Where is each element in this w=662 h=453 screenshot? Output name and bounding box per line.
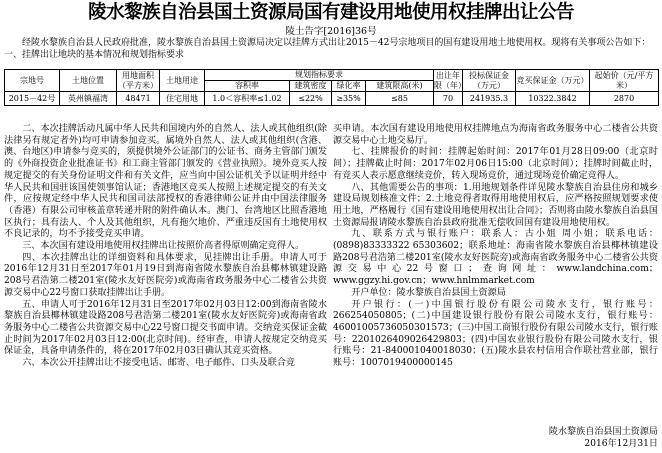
header-far: 容积率: [205, 81, 290, 92]
account-holder: 开户单位：陵水黎族自治县国土资源局: [351, 287, 506, 298]
intro-paragraph: [4, 38, 658, 61]
header-use: 土地用途: [160, 70, 205, 92]
cell-use: 住宅用地: [160, 92, 205, 106]
cell-green: ≥35%: [332, 92, 366, 106]
cell-parcel-no: 2015－42号: [5, 92, 60, 106]
header-planning-group: 规划指标要求: [205, 70, 434, 81]
header-area: 用地面积（平方米）: [118, 71, 158, 90]
cell-deposit: 241935.3: [463, 92, 516, 106]
signature-org: 陵水黎族自治县国土资源局: [548, 427, 658, 437]
header-location: 土地位置: [60, 70, 117, 92]
header-green: 绿化率: [332, 81, 366, 92]
document-number: 陵土告字[2016]36号: [285, 26, 377, 37]
signature-date: 2016年12月31日: [584, 439, 658, 449]
cell-start-price: 10322.3842: [516, 92, 590, 106]
cell-height: ≤85: [366, 92, 434, 106]
section-restrictions: 六、本次公开挂牌出让不接受电话、邮寄、电子邮件、口头及联合竞: [22, 358, 296, 369]
table-row: [5, 92, 659, 106]
cell-far: 1.0＜容积率≤1.02: [205, 92, 290, 106]
header-start-price: 竞买保证金（万元）: [516, 70, 590, 92]
left-column: [4, 124, 327, 450]
bank-accounts: 开户银行：(一)中国银行股份有限公司陵水支行，银行账号：266254050805；(二)中国建设银行股份有限公司陵水支行，银行账号：46001005736050301573；(三)中国工商银行股份有限公司陵水支行，银行账号：2201026409026429803；(四)中国农业银行股份有限公司陵水支行，银行账号：21-840001040018030；(五)陵水县农村信用合作联社营业部，银行账号：1007019400000145: [333, 299, 658, 369]
section-documents: 四、本次挂牌出让的详细资料和具体要求，见挂牌出让手册。申请人可于2016年12月31日至2017年01月19日到海南省陵水黎族自治县椰林镇建设路208号君浩第二楼201室(陵水友好医院旁)或海南省政务服务中心二楼省公共资源交易中心22号窗口获取挂牌出让手册。: [4, 252, 327, 298]
parcel-table: [4, 69, 659, 106]
section-bidding-time: 七、挂牌报价的时间：挂牌起始时间：2017年01月28日09:00（北京时间）；挂牌截止时间：2017年02月06日15:00（北京时间）；挂牌时间截止时，有竞买人表示愿意继续竞价，转入现场竞价，通过现场竞价确定竞得人。: [333, 147, 658, 181]
header-parcel-no: 宗地号: [5, 70, 60, 92]
right-column: [333, 124, 658, 424]
section-winner-rule: 三、本次国有建设用地使用权挂牌出让按照价高者得原则确定竞得人。: [22, 241, 305, 252]
cell-area: 48471: [117, 92, 160, 106]
section-restrictions-cont: 买申请。本次国有建设用地使用权挂牌地点为海南省政务服务中心二楼省公共资源交易中心土地交易厅。: [333, 124, 658, 146]
header-density: 建筑密度: [290, 81, 332, 92]
section-eligibility: 二、本次挂牌活动凡属中华人民共和国境内外的自然人、法人或其他组织(除法律另有规定者外)均可申请参加竞买。属境外自然人、法人或其他组织(含港、澳、台地区)申请参与竞买的，须提供境外公证部门的公证书、商务主管部门颁发的《外商投资企业批准证书》和工商主管部门颁发的《营业执照》。境外竞买人按规定提交的有关身份证明文件和有关文件，应当向中国公证机关予以证明并经中华人民共和国驻该国使领事馆认证；香港地区竞买人按照上述规定提交的有关文件，应按规定经中华人民共和国司法部授权的香港律师公证并由中国法律服务（香港）有限公司审核盖章转递并附的附件确认本。澳门、台湾地区比照香港地区执行；具有法人、个人及其他组织，凡有拖欠地价、严重违反国有土地使用权不良记录的，均不予接受竞买申请。: [4, 124, 327, 240]
header-height: 建筑限高(米): [366, 81, 434, 92]
intro-text: 经陵水黎族自治县人民政府批准，陵水黎族自治县国土资源局决定以挂牌方式出让2015－42号宗地项目的国有建设用地土地使用权。现将有关事项公告如下：一、挂牌出让地块的基本情况和规划指标要求: [4, 38, 651, 60]
cell-term: 70: [434, 92, 463, 106]
section-application: 五、申请人可于2016年12月31日至2017年02月03日12:00到海南省陵水黎族自治县椰林镇建设路208号君浩第二楼201室(陵水友好医院旁)或海南省政务服务中心二楼省公共资源交易中心22号窗口提交书面申请。交纳竞买保证金截止时间为2017年02月03日12:00(北京时间)。经审查，申请人按规定交纳竞买保证金，具备申请条件的，将在2017年02月03日确认其竞买资格。: [4, 299, 327, 357]
cell-density: ≤22%: [290, 92, 332, 106]
header-deposit: 投标保证金（万元）: [463, 70, 516, 92]
section-contact: 九、联系方式与银行账户：联系人：古小姐 周小姐；联系电话：(0898)83333322 65303602；联系地址：海南省陵水黎族自治县椰林镇建设路208号君浩第二楼201室(陵水友好医院旁)或海南省政务服务中心二楼省公共资源交易中心22号窗口；查询网址：www.landchina.com；www.ggzy.hi.gov.cn；www.hnlmmarket.com: [333, 229, 658, 287]
announcement-title: 陵水黎族自治县国土资源局国有建设用地使用权挂牌出让公告: [88, 2, 574, 23]
section-other-matters: 八、其他需要公告的事项：1.用地规划条件详见陵水黎族自治县住房和城乡建设局规划核准文件；2.土地竞得者取得用地使用权后，应严格按照规划要求使用土地，严格履行《国有建设用地使用权出让合同》；否则将由陵水黎族自治县国土资源局报请陵水黎族自治县政府批准无偿收回国有建设用地使用权。: [333, 182, 658, 228]
cell-step: 2870: [590, 92, 659, 106]
cell-location: 英州镇福湾: [60, 92, 117, 106]
header-term: 出让年限（年）: [434, 71, 466, 90]
header-step: 起始价（元/平方米）: [590, 70, 659, 92]
